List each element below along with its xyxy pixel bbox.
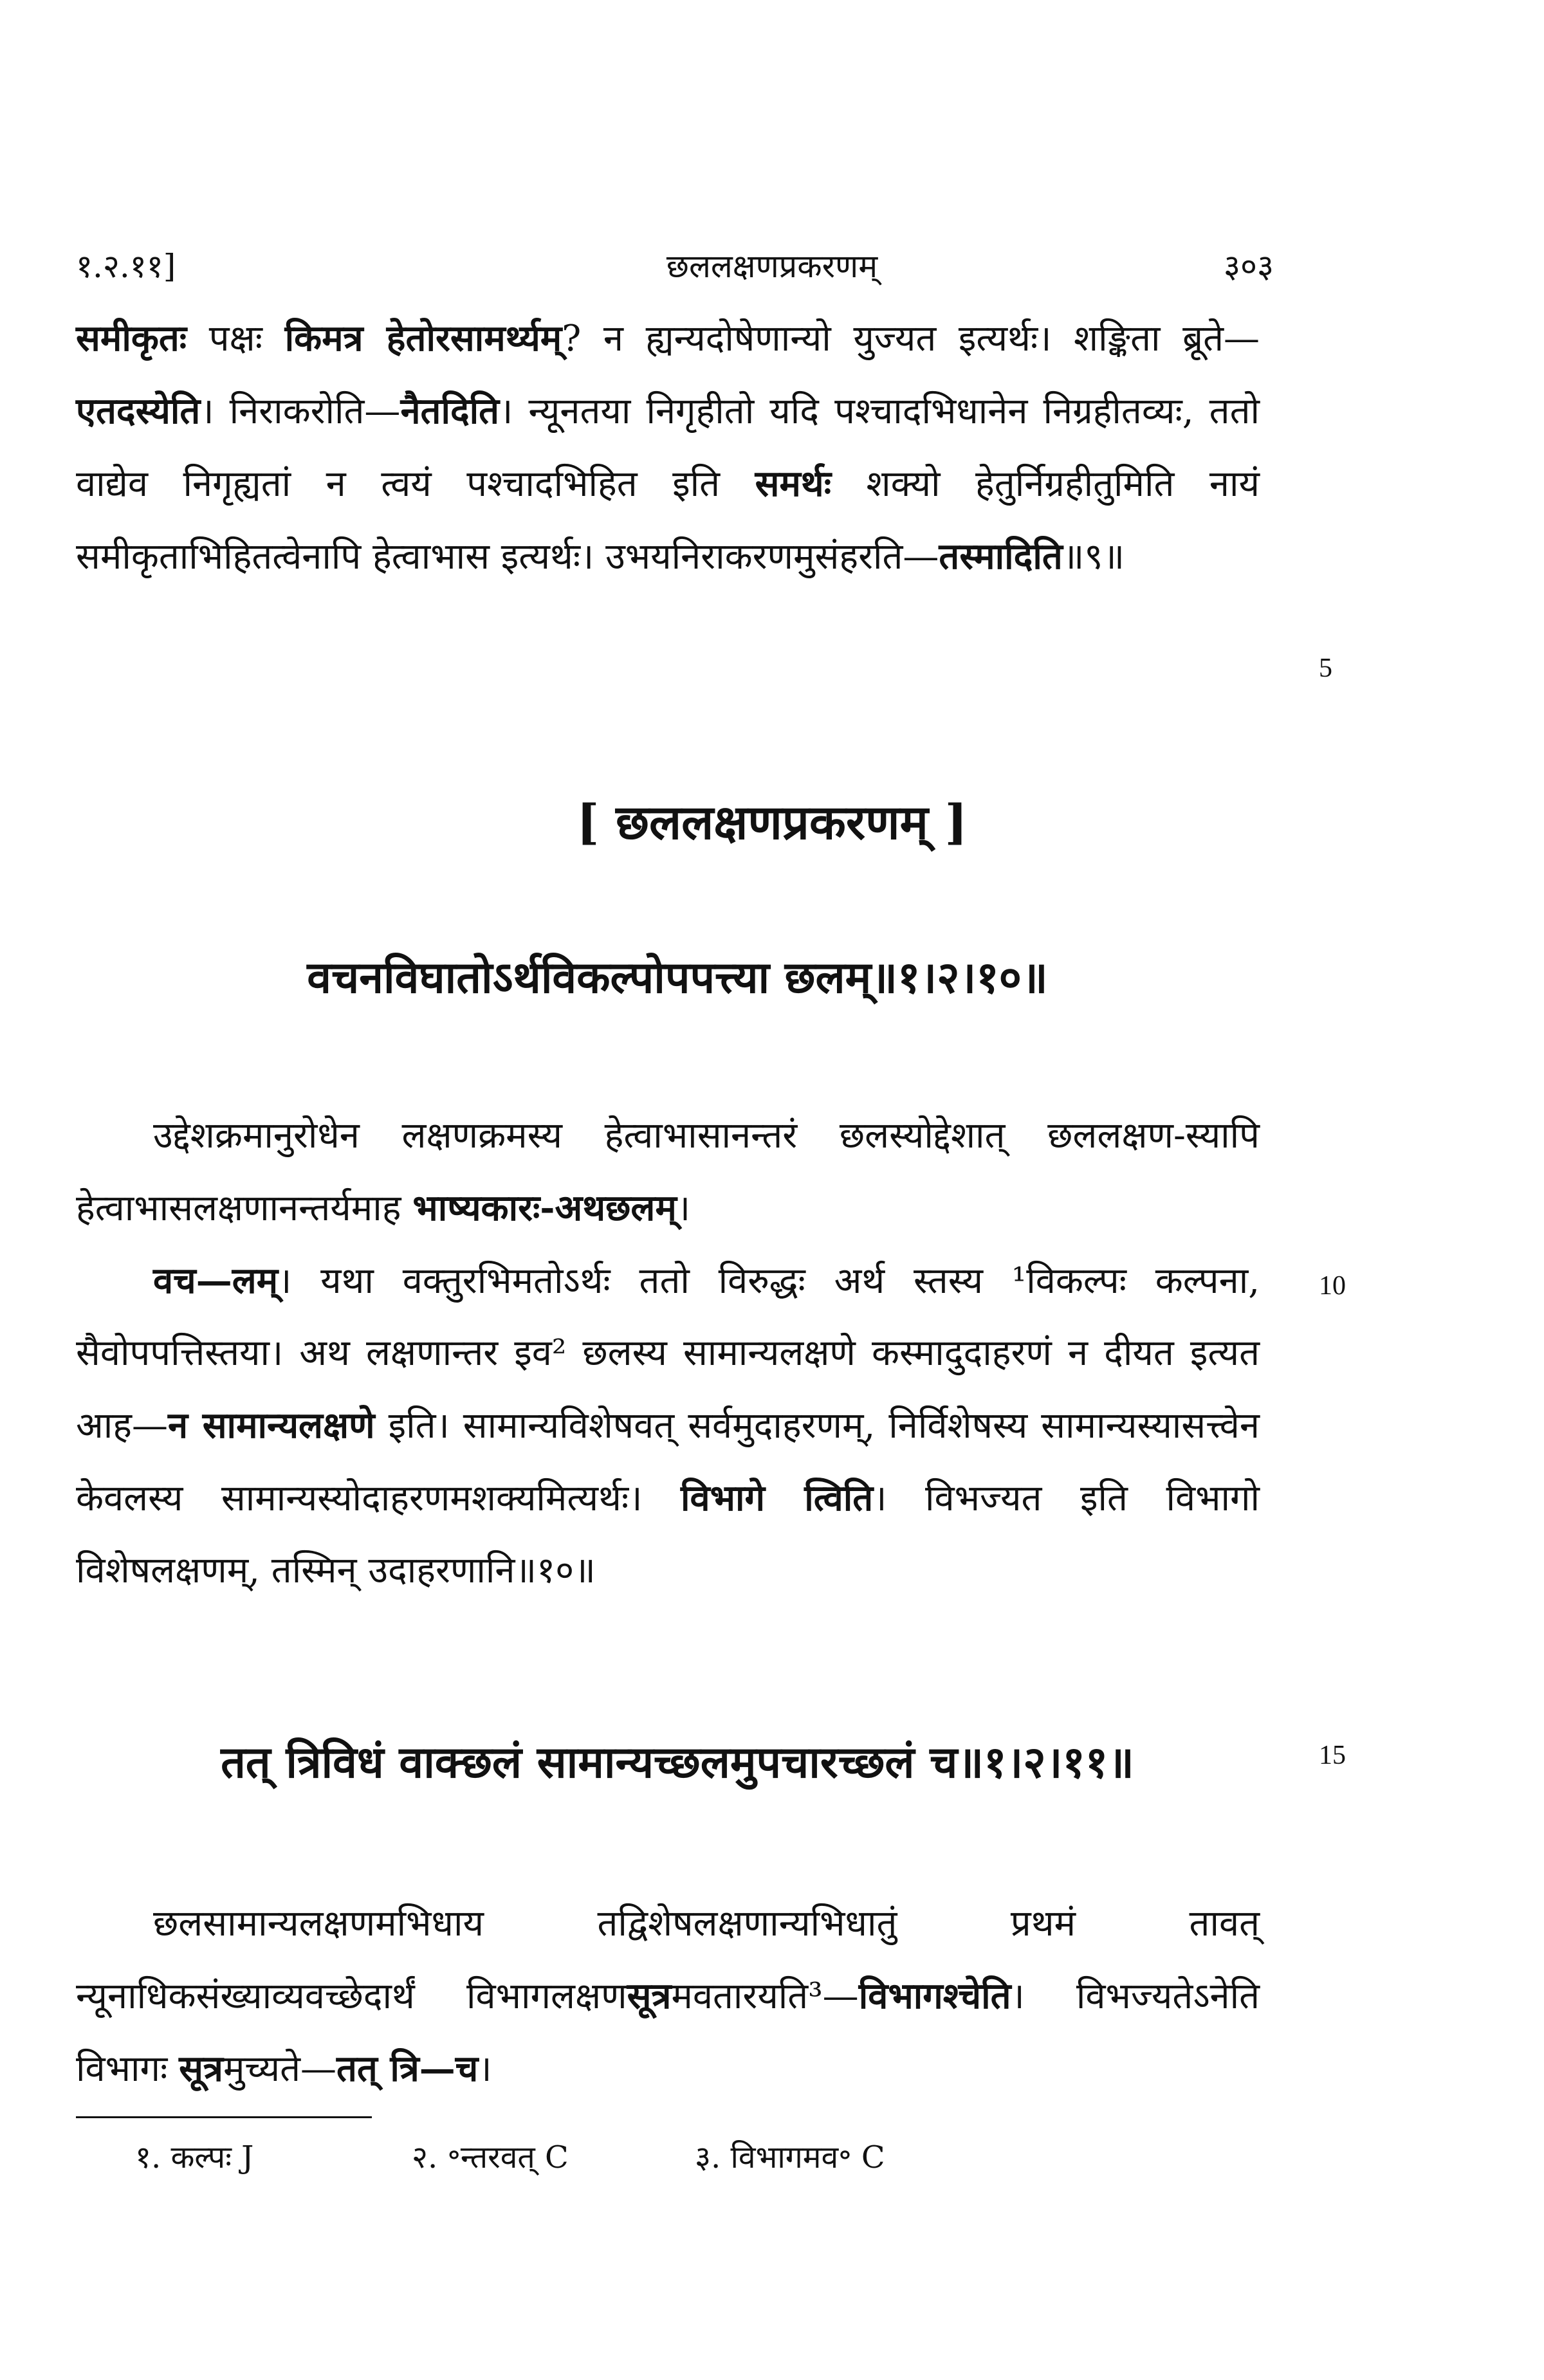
bold-term: तत् त्रि—च (336, 2047, 479, 2090)
footnote-rule (76, 2116, 372, 2118)
text-segment: उद्देशक्रमानुरोधेन लक्षणक्रमस्य हेत्वाभासानन्तरं छलस्योद्देशात् छललक्षण-स्यापि हेत्वाभासलक्षणानन्तर्यमाह (76, 1115, 1260, 1229)
text-segment: । विभज्यतेऽनेति विभागः (76, 1975, 1260, 2090)
bold-term: सूत्र (627, 1975, 672, 2017)
bold-term: सूत्र (179, 2047, 223, 2090)
text-segment: छलसामान्यलक्षणमभिधाय तद्विशेषलक्षणान्यभिधातुं प्रथमं तावत् न्यूनाधिकसंख्याव्यवच्छेदार्थं विभागलक्षण (76, 1903, 1260, 2017)
text-segment: । (478, 2048, 492, 2090)
bold-term: समीकृतः (76, 317, 187, 360)
text-segment: शक्यो हेतुर्निग्रहीतुमिति नायं समीकृताभिहितत्वेनापि हेत्वाभास इत्यर्थः। उभयनिराकरणमुसंहरति— (76, 463, 1260, 578)
text-segment: । निराकरोति— (200, 390, 401, 432)
text-segment: ? न ह्यन्यदोषेणान्यो युज्यत इत्यर्थः। शङ्किता ब्रूते— (562, 318, 1260, 360)
text-segment: । यथा वक्तुरभिमतोऽर्थः ततो विरुद्धः अर्थ स्तस्य ¹विकल्पः कल्पना, सैवोपपत्तिस्तया। अथ लक्षणान्तर इव² छलस्य सामान्यलक्षणे कस्मादुदाहरणं न दीयत इत्यत आह— (76, 1260, 1260, 1447)
bold-term: तस्मादिति (939, 535, 1063, 578)
line-number-15: 15 (1319, 1741, 1346, 1770)
footnote-2: २. ॰न्तरवत् C (412, 2139, 569, 2175)
footnote-1: १. कल्पः J (135, 2139, 254, 2175)
page-section-ref: १.२.११] (76, 248, 176, 285)
bold-term: विभागे त्विति (681, 1477, 874, 1519)
bold-term: न सामान्यलक्षणे (167, 1404, 375, 1447)
bold-term: नैतदिति (400, 390, 500, 432)
bold-term: विभागश्चेति (858, 1975, 1011, 2017)
running-title: छललक्षणप्रकरणम् (666, 248, 878, 285)
sutra-1-2-10: वचनविघातोऽर्थविकल्पोपपत्त्या छलम्॥१।२।१०॥ (307, 952, 1048, 1003)
commentary-paragraph-2 (76, 1100, 1260, 1245)
line-number-10: 10 (1319, 1271, 1346, 1301)
bold-term: एतदस्येति (76, 390, 201, 432)
text-segment: मवतारयति³— (671, 1975, 859, 2017)
text-segment: । विभज्यत इति विभागो विशेषलक्षणम्, तस्मिन् उदाहरणानि॥१०॥ (76, 1478, 1260, 1591)
bold-term: समर्थः (755, 462, 832, 505)
footnote-3: ३. विभागमव॰ C (695, 2139, 885, 2175)
text-segment: ॥९॥ (1062, 536, 1125, 578)
line-number-5: 5 (1319, 654, 1332, 683)
commentary-paragraph-4 (76, 1888, 1260, 2105)
commentary-paragraph-3 (76, 1245, 1260, 1607)
text-segment: । (676, 1187, 691, 1229)
sutra-1-2-11: तत् त्रिविधं वाक्छलं सामान्यच्छलमुपचारच्छलं च॥१।२।११॥ (221, 1737, 1134, 1788)
text-segment: पक्षः (187, 318, 285, 360)
bold-term: वच—लम् (153, 1259, 279, 1302)
bold-term: किमत्र हेतोरसामर्थ्यम् (284, 317, 562, 360)
text-segment: इति। सामान्यविशेषवत् सर्वमुदाहरणम्, निर्विशेषस्य सामान्यस्यासत्त्वेन केवलस्य सामान्यस्योदाहरणमशक्यमित्यर्थः। (76, 1405, 1260, 1519)
bold-term: भाष्यकारः-अथछलम् (412, 1187, 677, 1229)
section-heading: [ छललक्षणप्रकरणम् ] (576, 795, 968, 850)
page-number: ३०३ (1224, 248, 1274, 285)
text-segment: मुच्यते— (223, 2048, 337, 2090)
text-segment: । न्यूनतया निगृहीतो यदि पश्चादभिधानेन निग्रहीतव्यः, ततो वाद्येव निगृह्यतां न त्वयं पश्चादभिहित इति (76, 390, 1260, 505)
commentary-paragraph-1 (76, 302, 1260, 593)
